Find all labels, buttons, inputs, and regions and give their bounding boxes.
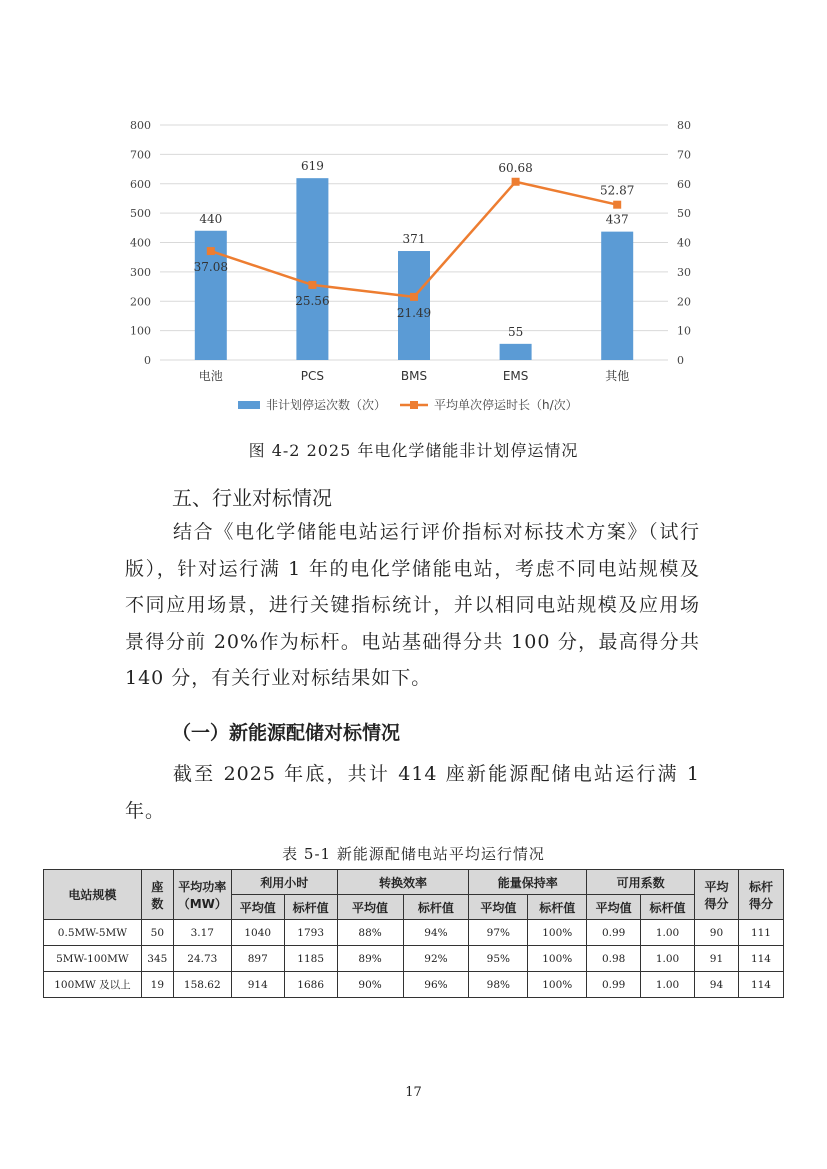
bar-data-label: 371 xyxy=(402,232,426,247)
table-cell: 92% xyxy=(403,946,469,972)
line-point xyxy=(410,293,418,301)
table-cell: 88% xyxy=(337,920,403,946)
table-cell: 100% xyxy=(528,946,587,972)
subheader-bench: 标杆值 xyxy=(641,895,695,920)
table-cell: 1793 xyxy=(284,920,337,946)
table-cell: 19 xyxy=(141,972,173,998)
table-cell: 89% xyxy=(337,946,403,972)
x-tick-label: 其他 xyxy=(605,369,630,383)
table-cell: 1185 xyxy=(284,946,337,972)
bar xyxy=(601,232,633,360)
bar-data-label: 437 xyxy=(605,212,629,227)
y2-tick-label: 20 xyxy=(677,295,691,309)
table-cell: 100% xyxy=(528,972,587,998)
table-cell: 1.00 xyxy=(641,920,695,946)
x-tick-label: PCS xyxy=(300,369,325,383)
table-cell: 94% xyxy=(403,920,469,946)
table-cell: 96% xyxy=(403,972,469,998)
table-row xyxy=(44,972,784,998)
x-tick-label: EMS xyxy=(502,369,529,383)
x-tick-label: BMS xyxy=(400,369,428,383)
table-cell: 95% xyxy=(469,946,528,972)
table-cell: 0.99 xyxy=(587,972,641,998)
bar xyxy=(296,178,328,360)
table-row xyxy=(44,920,784,946)
table-cell: 158.62 xyxy=(173,972,231,998)
table-cell: 100MW 及以上 xyxy=(44,972,142,998)
y2-tick-label: 40 xyxy=(677,236,691,250)
table-cell: 5MW-100MW xyxy=(44,946,142,972)
data-table xyxy=(43,869,784,998)
header-hours: 利用小时 xyxy=(231,870,337,895)
body-paragraph-1: 结合《电化学储能电站运行评价指标对标技术方案》（试行版），针对运行满 1 年的电化学储能电站，考虑不同电站规模及不同应用场景，进行关键指标统计，并以相同电站规模及应用场景得分前 20%作为标杆。电站基础得分共 100 分，最高得分共 140 分，有关行业对标结果如下。 xyxy=(125,521,700,689)
line-point xyxy=(207,247,215,255)
legend-line-marker xyxy=(410,401,418,409)
table-cell: 90% xyxy=(337,972,403,998)
y2-tick-label: 70 xyxy=(677,148,691,162)
table-cell: 0.99 xyxy=(587,920,641,946)
y-tick-label: 700 xyxy=(130,148,151,162)
table-cell: 897 xyxy=(231,946,284,972)
table-cell: 50 xyxy=(141,920,173,946)
legend-bar-label: 非计划停运次数（次） xyxy=(266,398,387,412)
table-cell: 3.17 xyxy=(173,920,231,946)
table-cell: 1686 xyxy=(284,972,337,998)
subheader-bench: 标杆值 xyxy=(284,895,337,920)
line-data-label: 21.49 xyxy=(396,305,432,320)
header-availability: 可用系数 xyxy=(587,870,695,895)
table-cell: 90 xyxy=(695,920,739,946)
table-cell: 111 xyxy=(738,920,783,946)
line-point xyxy=(308,281,316,289)
table-cell: 97% xyxy=(469,920,528,946)
table-cell: 1040 xyxy=(231,920,284,946)
table-cell: 100% xyxy=(528,920,587,946)
bar xyxy=(500,344,532,360)
table-cell: 98% xyxy=(469,972,528,998)
subheader-avg: 平均值 xyxy=(587,895,641,920)
subheader-bench: 标杆值 xyxy=(528,895,587,920)
table-caption: 表 5-1 新能源配储电站平均运行情况 xyxy=(282,845,545,863)
header-avg-score: 平均得分 xyxy=(695,870,739,920)
header-energy-retention: 能量保持率 xyxy=(469,870,587,895)
page-number: 17 xyxy=(405,1085,422,1100)
table-cell: 114 xyxy=(738,972,783,998)
header-efficiency: 转换效率 xyxy=(337,870,469,895)
bar-data-label: 440 xyxy=(199,211,223,226)
figure-caption: 图 4-2 2025 年电化学储能非计划停运情况 xyxy=(248,441,579,460)
table-cell: 345 xyxy=(141,946,173,972)
body-paragraph-2: 截至 2025 年底，共计 414 座新能源配储电站运行满 1 年。 xyxy=(125,763,700,822)
subheader-avg: 平均值 xyxy=(231,895,284,920)
subsection-title: （一）新能源配储对标情况 xyxy=(172,722,401,744)
y2-tick-label: 80 xyxy=(677,119,691,132)
line-data-label: 52.87 xyxy=(600,183,635,198)
table-cell: 0.5MW-5MW xyxy=(44,920,142,946)
bar-data-label: 619 xyxy=(300,159,324,174)
table-cell: 1.00 xyxy=(641,946,695,972)
table-cell: 94 xyxy=(695,972,739,998)
subheader-bench: 标杆值 xyxy=(403,895,469,920)
y-tick-label: 800 xyxy=(130,119,151,132)
table-cell: 24.73 xyxy=(173,946,231,972)
y-tick-label: 100 xyxy=(130,324,151,338)
table-cell: 114 xyxy=(738,946,783,972)
header-bench-score: 标杆得分 xyxy=(738,870,783,920)
section-title: 五、行业对标情况 xyxy=(172,486,332,510)
line-data-label: 37.08 xyxy=(193,260,228,275)
table-cell: 1.00 xyxy=(641,972,695,998)
header-power: 平均功率（MW） xyxy=(173,870,231,920)
header-scale: 电站规模 xyxy=(44,870,142,920)
y2-tick-label: 0 xyxy=(677,354,684,367)
table-cell: 914 xyxy=(231,972,284,998)
header-count: 座数 xyxy=(141,870,173,920)
y2-tick-label: 60 xyxy=(677,177,691,191)
y-tick-label: 500 xyxy=(130,207,151,221)
line-point xyxy=(613,201,621,209)
y-tick-label: 400 xyxy=(130,236,151,250)
y-tick-label: 0 xyxy=(144,354,151,367)
y2-tick-label: 30 xyxy=(677,265,691,279)
line-point xyxy=(512,178,520,186)
y2-tick-label: 10 xyxy=(677,324,691,338)
y-tick-label: 600 xyxy=(130,177,151,191)
legend-line-label: 平均单次停运时长（h/次） xyxy=(434,398,578,412)
y2-tick-label: 50 xyxy=(677,207,691,221)
table-row xyxy=(44,946,784,972)
table-cell: 0.98 xyxy=(587,946,641,972)
y-tick-label: 300 xyxy=(130,265,151,279)
line-data-label: 60.68 xyxy=(498,160,533,175)
subheader-avg: 平均值 xyxy=(337,895,403,920)
line-data-label: 25.56 xyxy=(295,293,330,308)
legend-bar-swatch xyxy=(238,401,260,409)
x-tick-label: 电池 xyxy=(198,369,223,383)
chart-legend xyxy=(238,397,578,412)
outage-chart xyxy=(0,0,827,420)
subheader-avg: 平均值 xyxy=(469,895,528,920)
bar-data-label: 55 xyxy=(507,324,524,339)
y-tick-label: 200 xyxy=(130,295,151,309)
table-cell: 91 xyxy=(695,946,739,972)
